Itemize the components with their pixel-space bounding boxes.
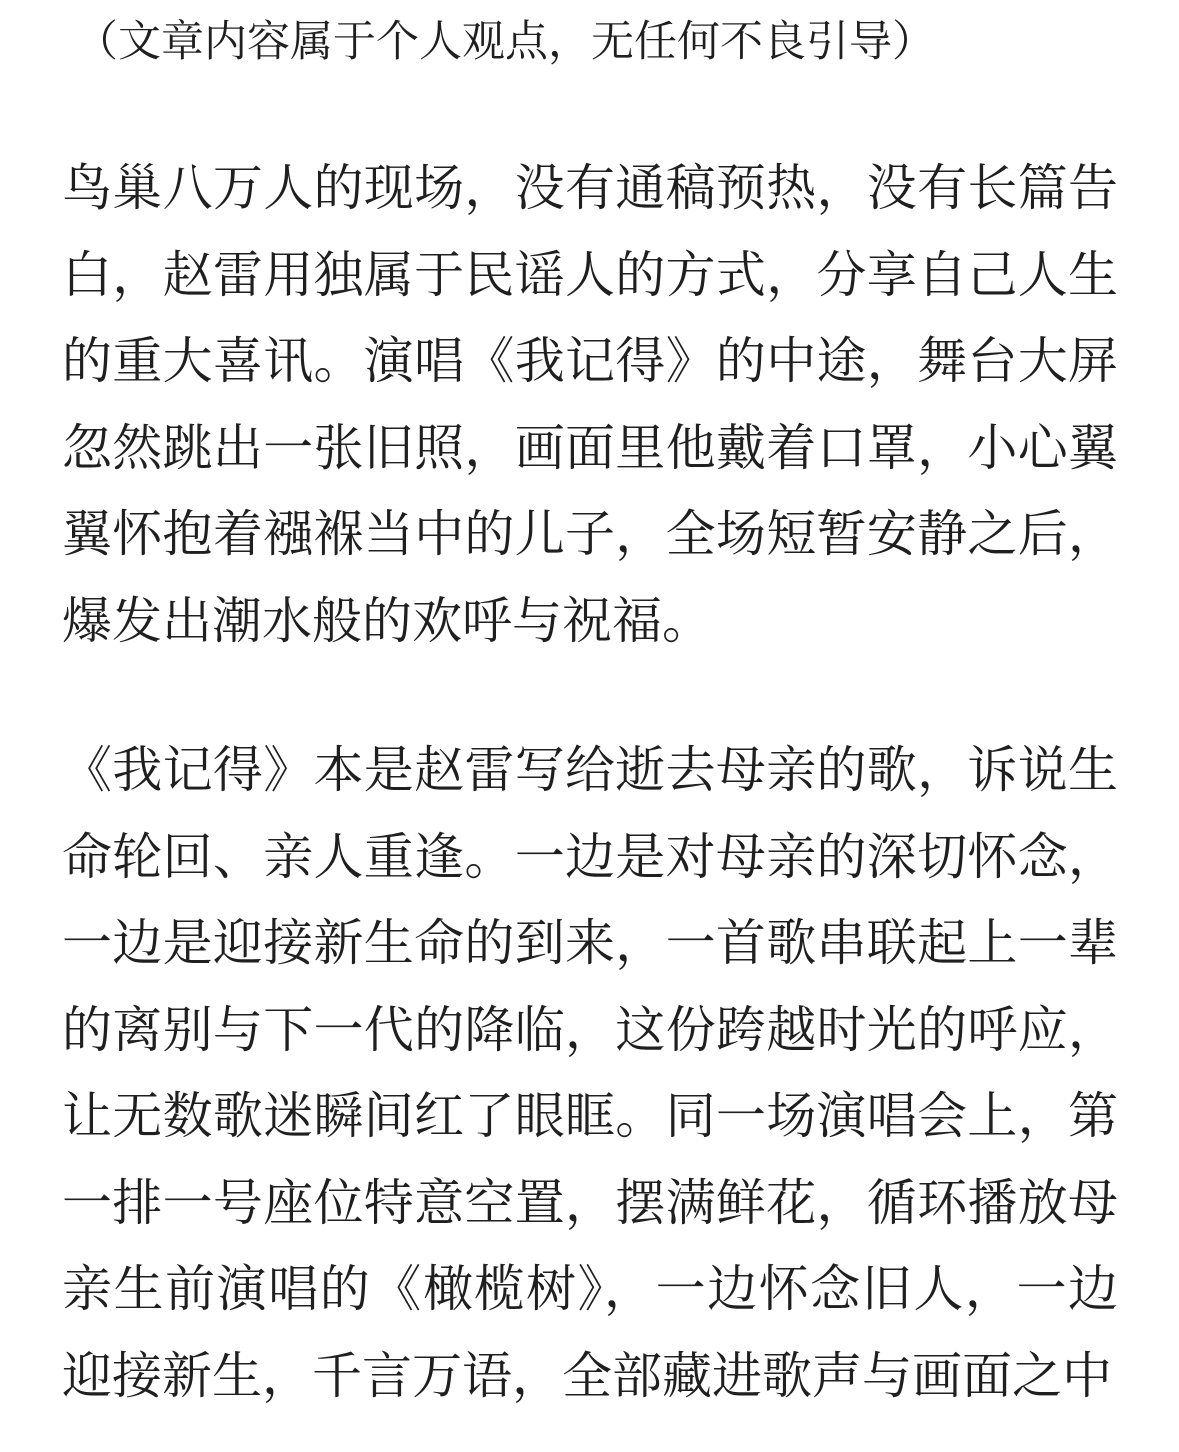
article-paragraph-1: 鸟巢八万人的现场，没有通稿预热，没有长篇告白，赵雷用独属于民谣人的方式，分享自己人生的重大喜讯。演唱《我记得》的中途，舞台大屏忽然跳出一张旧照，画面里他戴着口罩，小心翼翼怀抱着襁褓当中的儿子，全场短暂安静之后，爆发出潮水般的欢呼与祝福。 xyxy=(62,159,1118,650)
article-disclaimer: （文章内容属于个人观点，无任何不良引导） xyxy=(75,17,935,67)
article-paragraph-2: 《我记得》本是赵雷写给逝去母亲的歌，诉说生命轮回、亲人重逢。一边是对母亲的深切怀念，一边是迎接新生命的到来，一首歌串联起上一辈的离别与下一代的降临，这份跨越时光的呼应，让无数歌迷瞬间红了眼眶。同一场演唱会上，第一排一号座位特意空置，摆满鲜花，循环播放母亲生前演唱的《橄榄树》，一边怀念旧人，一边迎接新生，千言万语，全部藏进歌声与画面之中 xyxy=(62,741,1118,1405)
